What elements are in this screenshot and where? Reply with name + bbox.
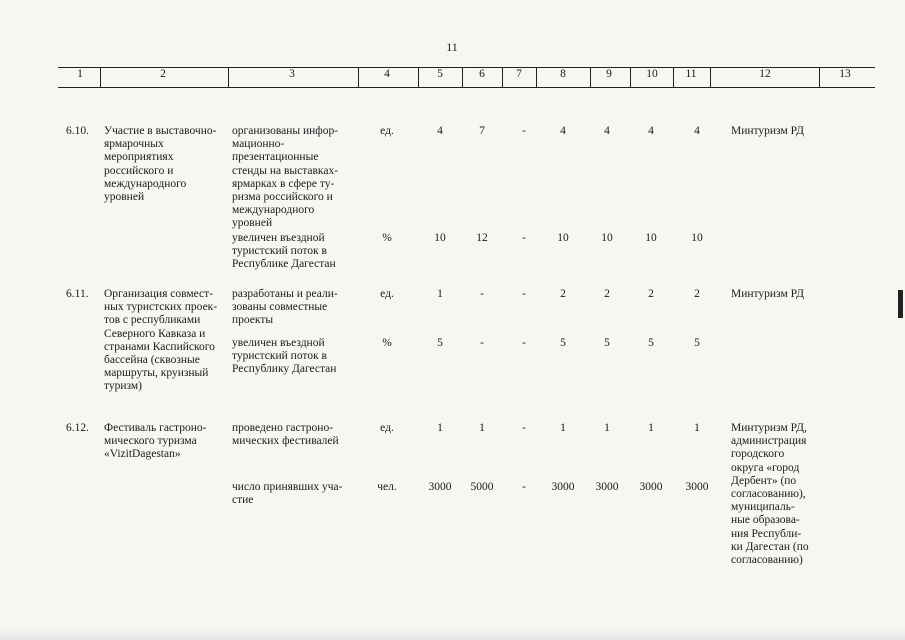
indicator-text: увеличен въездной туристский поток в Республике Дагестан (232, 232, 336, 271)
row-number: 6.12. (66, 422, 89, 434)
header-divider (630, 67, 631, 87)
value-col-10: 2 (648, 288, 654, 300)
header-divider (673, 67, 674, 87)
header-divider (358, 67, 359, 87)
value-col-8: 10 (557, 232, 569, 244)
header-col-3: 3 (289, 68, 295, 80)
value-col-8: 4 (560, 125, 566, 137)
value-col-11: 5 (694, 337, 700, 349)
value-col-8: 1 (560, 422, 566, 434)
header-divider (710, 67, 711, 87)
unit: ед. (380, 422, 394, 434)
header-col-8: 8 (560, 68, 566, 80)
header-col-11: 11 (685, 68, 697, 80)
header-col-12: 12 (759, 68, 771, 80)
header-divider (819, 67, 820, 87)
executor: Минтуризм РД (731, 288, 804, 300)
value-col-9: 1 (604, 422, 610, 434)
scan-edge-shadow (0, 628, 905, 640)
value-col-10: 4 (648, 125, 654, 137)
header-bottom-border (58, 87, 875, 88)
value-col-6: 5000 (470, 481, 494, 493)
header-divider (536, 67, 537, 87)
value-col-5: 10 (434, 232, 446, 244)
value-col-6: - (480, 337, 484, 349)
indicator-text: организованы инфор- мационно- презентационные стенды на выставках- ярмарках в сфере ту- ризма российского и международного уровней (232, 125, 339, 230)
page-number: 11 (446, 40, 458, 54)
value-col-11: 10 (691, 232, 703, 244)
value-col-11: 2 (694, 288, 700, 300)
header-col-10: 10 (646, 68, 658, 80)
value-col-9: 3000 (595, 481, 619, 493)
executor: Минтуризм РД, администрация городского округа «город Дербент» (по согласованию), муниципаль- ные образова- ния Республи- ки Дагестан (по согласованию) (731, 422, 809, 567)
unit: % (382, 337, 392, 349)
value-col-10: 10 (645, 232, 657, 244)
value-col-5: 1 (437, 422, 443, 434)
value-col-9: 5 (604, 337, 610, 349)
value-col-5: 4 (437, 125, 443, 137)
value-col-11: 4 (694, 125, 700, 137)
value-col-9: 4 (604, 125, 610, 137)
event-name: Фестиваль гастроно- мического туризма «VizitDagestan» (104, 422, 207, 461)
header-divider (590, 67, 591, 87)
header-divider (502, 67, 503, 87)
value-col-9: 10 (601, 232, 613, 244)
unit: % (382, 232, 392, 244)
indicator-text: увеличен въездной туристский поток в Республику Дагестан (232, 337, 337, 376)
value-col-11: 1 (694, 422, 700, 434)
event-name: Организация совмест- ных туристских проек- тов с республиками Северного Кавказа и странами Каспийского бассейна (сквозные маршруты, круизный туризм) (104, 288, 218, 393)
value-col-7: - (522, 337, 526, 349)
header-col-5: 5 (437, 68, 443, 80)
header-col-9: 9 (606, 68, 612, 80)
indicator-text: проведено гастроно- мических фестивалей (232, 422, 339, 448)
unit: ед. (380, 288, 394, 300)
value-col-7: - (522, 481, 526, 493)
indicator-text: число принявших уча- стие (232, 481, 343, 507)
value-col-5: 3000 (428, 481, 452, 493)
value-col-10: 3000 (639, 481, 663, 493)
header-col-2: 2 (160, 68, 166, 80)
row-number: 6.10. (66, 125, 89, 137)
header-col-1: 1 (77, 68, 83, 80)
value-col-8: 3000 (551, 481, 575, 493)
value-col-8: 2 (560, 288, 566, 300)
value-col-7: - (522, 288, 526, 300)
value-col-6: 7 (479, 125, 485, 137)
indicator-text: разработаны и реали- зованы совместные проекты (232, 288, 338, 327)
header-divider (228, 67, 229, 87)
value-col-9: 2 (604, 288, 610, 300)
header-col-4: 4 (384, 68, 390, 80)
header-col-6: 6 (479, 68, 485, 80)
header-col-7: 7 (516, 68, 522, 80)
header-col-13: 13 (839, 68, 851, 80)
value-col-7: - (522, 232, 526, 244)
scan-edge-mark (898, 290, 903, 318)
row-number: 6.11. (66, 288, 89, 300)
value-col-8: 5 (560, 337, 566, 349)
value-col-5: 1 (437, 288, 443, 300)
executor: Минтуризм РД (731, 125, 804, 137)
unit: чел. (377, 481, 397, 493)
value-col-11: 3000 (685, 481, 709, 493)
header-divider (100, 67, 101, 87)
header-divider (418, 67, 419, 87)
value-col-10: 5 (648, 337, 654, 349)
value-col-5: 5 (437, 337, 443, 349)
event-name: Участие в выставочно- ярмарочных мероприятиях российского и международного уровней (104, 125, 217, 204)
header-top-border (58, 67, 875, 68)
value-col-6: 12 (476, 232, 488, 244)
value-col-6: 1 (479, 422, 485, 434)
value-col-7: - (522, 125, 526, 137)
value-col-10: 1 (648, 422, 654, 434)
value-col-7: - (522, 422, 526, 434)
value-col-6: - (480, 288, 484, 300)
unit: ед. (380, 125, 394, 137)
header-divider (462, 67, 463, 87)
